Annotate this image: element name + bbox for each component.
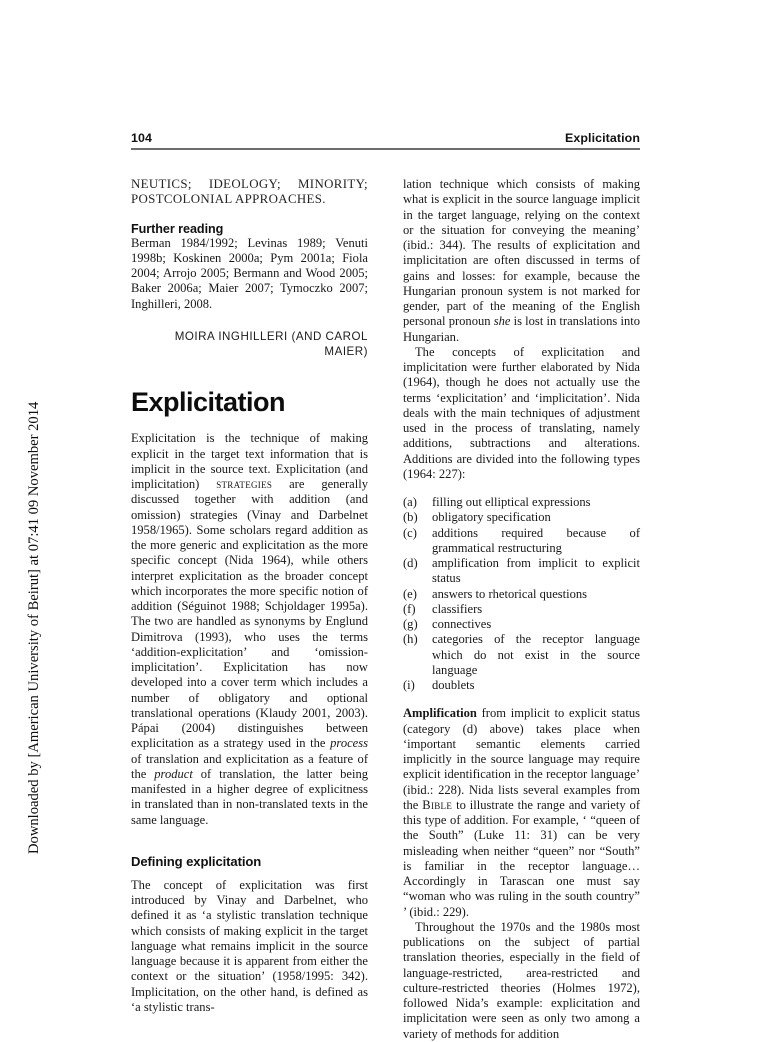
additions-types-list: [403, 495, 640, 693]
list-item: [403, 495, 640, 510]
amplification-text-b: to illustrate the range and variety of this type of addition. For example, ‘ “queen of the South” (Luke 11: 31) can be very misleading when neither “queen” nor “South” is familiar in the receptor language… Accordingly in Tarascan one must say “woman who was ruling in the south country” ’ (ibid.: 229).: [403, 797, 641, 919]
list-item-text: obligatory specification: [432, 510, 551, 525]
list-item: [403, 678, 640, 693]
list-item: [403, 617, 640, 632]
implicitation-text-a: lation technique which consists of making what is explicit in the source language implicit in the target language, relying on the context or the situation for conveying the meaning’ (ibid.: 344). The results of explicitation and implicitation are often discussed in terms of gains and losses: for example, because the Hungarian pronoun system is not marked for gender, part of the meaning of the English personal pronoun: [403, 177, 640, 329]
entry-title: Explicitation: [131, 387, 286, 418]
download-stamp-text: Downloaded by [American University of Beirut] at 07:41 09 November 2014: [26, 401, 42, 854]
process-italic: process: [330, 736, 368, 751]
implicitation-definition-paragraph: [403, 177, 640, 345]
header-rule: [131, 148, 640, 150]
running-head: [131, 131, 640, 148]
list-item-text: connectives: [432, 617, 492, 631]
list-item-text: doublets: [432, 678, 475, 692]
list-item-text: additions required because of grammatical restructuring: [432, 525, 640, 555]
list-marker: (f): [403, 601, 416, 616]
list-marker: (a): [403, 495, 417, 509]
list-marker: (e): [403, 586, 417, 601]
list-item: [403, 602, 640, 617]
list-marker: (b): [403, 510, 418, 525]
implicitation-text-b: is lost in translations into Hungarian.: [403, 314, 640, 344]
intro-text-c: of translation and explicitation as a feature of the: [131, 751, 368, 781]
entry-intro-paragraph: [131, 431, 368, 828]
list-marker: (c): [403, 525, 417, 540]
intro-text-d: of translation, the latter being manifested in a higher degree of explicitness in translated than in non-translated texts in the same language.: [131, 766, 369, 827]
list-marker: (g): [403, 617, 418, 631]
list-item: [403, 526, 640, 557]
list-item-text: categories of the receptor language which do not exist in the source language: [432, 632, 640, 677]
cross-reference-list: NEUTICS; IDEOLOGY; MINORITY; POSTCOLONIAL APPROACHES.: [131, 177, 368, 207]
download-stamp: [26, 254, 66, 854]
list-marker: (d): [403, 556, 418, 570]
list-item-text: classifiers: [432, 601, 483, 616]
right-column: [403, 177, 640, 1042]
intro-text-a: Explicitation is the technique of making explicit in the target text information that is implicit in the source text. Explicitation (and implicitation): [131, 431, 368, 491]
page-number: 104: [131, 131, 152, 145]
product-italic: product: [154, 766, 193, 781]
two-column-body: [131, 177, 640, 1042]
defining-explicitation-paragraph: The concept of explicitation was first introduced by Vinay and Darbelnet, who defined it as ‘a stylistic translation technique which consists of making explicit in the target language what remains implicit in the source language because it is apparent from either the context or the situation’ (1958/1995: 342). Implicitation, on the other hand, is defined as ‘a stylistic trans-: [131, 877, 368, 1014]
left-column: [131, 177, 368, 1042]
amplification-bold-lead: Amplification: [403, 706, 477, 721]
running-head-title: Explicitation: [565, 131, 640, 145]
list-item-text: filling out elliptical expressions: [432, 495, 591, 509]
intro-text-b: are generally discussed together with addition (and omission) strategies (Vinay and Darbelnet 1958/1965). Some scholars regard addition as the more generic and explicitation as the more specific concept (Nida 1964), while others interpret explicitation as the broader concept which incorporates the more specific notion of addition (Séguinot 1988; Schjoldager 1995a). The two are handled as synonyms by Englund Dimitrova (1993), who uses the terms ‘addition-explicitation’ and ‘omission-implicitation’. Explicitation has now developed into a cover term which includes a number of obligatory and optional translational operations (Klaudy 2001, 2003). Pápai (2004) distinguishes between explicitation as a strategy used in the: [131, 477, 368, 751]
list-item-text: answers to rhetorical questions: [432, 586, 588, 601]
list-item-text: amplification from implicit to explicit status: [432, 556, 640, 586]
list-item: [403, 510, 640, 525]
list-marker: (i): [403, 678, 415, 692]
nida-concepts-paragraph: The concepts of explicitation and implicitation were further elaborated by Nida (1964), though he does not actually use the terms ‘explicitation’ and ‘implicitation’. Nida deals with the main techniques of adjustment used in the process of translating, namely additions, subtractions and alterations. Additions are divided into the following types (1964: 227):: [403, 344, 640, 481]
list-item: [403, 632, 640, 678]
further-reading-body: Berman 1984/1992; Levinas 1989; Venuti 1998b; Koskinen 2000a; Pym 2001a; Fiola 2004; Arrojo 2005; Bermann and Wood 2005; Baker 2006a; Maier 2007; Tymoczko 2007; Inghilleri, 2008.: [131, 235, 368, 311]
strategies-smallcaps: strategies: [216, 477, 273, 491]
she-italic: she: [493, 314, 511, 329]
bible-smallcaps: Bible: [422, 797, 453, 812]
entry-byline: MOIRA INGHILLERI (AND CAROL MAIER): [174, 329, 368, 358]
section-heading-defining-explicitation: Defining explicitation: [131, 853, 262, 869]
amplification-text-a: from implicit to explicit status (category (d) above) takes place when ‘important semantic elements carried implicitly in the source language may require explicit identification in the receptor language’ (ibid.: 228). Nida lists several examples from the: [403, 706, 640, 812]
list-item: [403, 587, 640, 602]
partial-theories-paragraph: Throughout the 1970s and the 1980s most publications on the subject of partial translation theories, especially in the field of language-restricted, area-restricted and culture-restricted theories (Holmes 1972), followed Nida’s example: explicitation and implicitation were seen as only two among a variety of methods for addition: [403, 919, 640, 1041]
further-reading-heading: Further reading: [131, 221, 224, 236]
list-item: [403, 556, 640, 587]
amplification-paragraph: [403, 706, 640, 920]
page-content: [131, 131, 640, 1042]
list-marker: (h): [403, 632, 418, 647]
